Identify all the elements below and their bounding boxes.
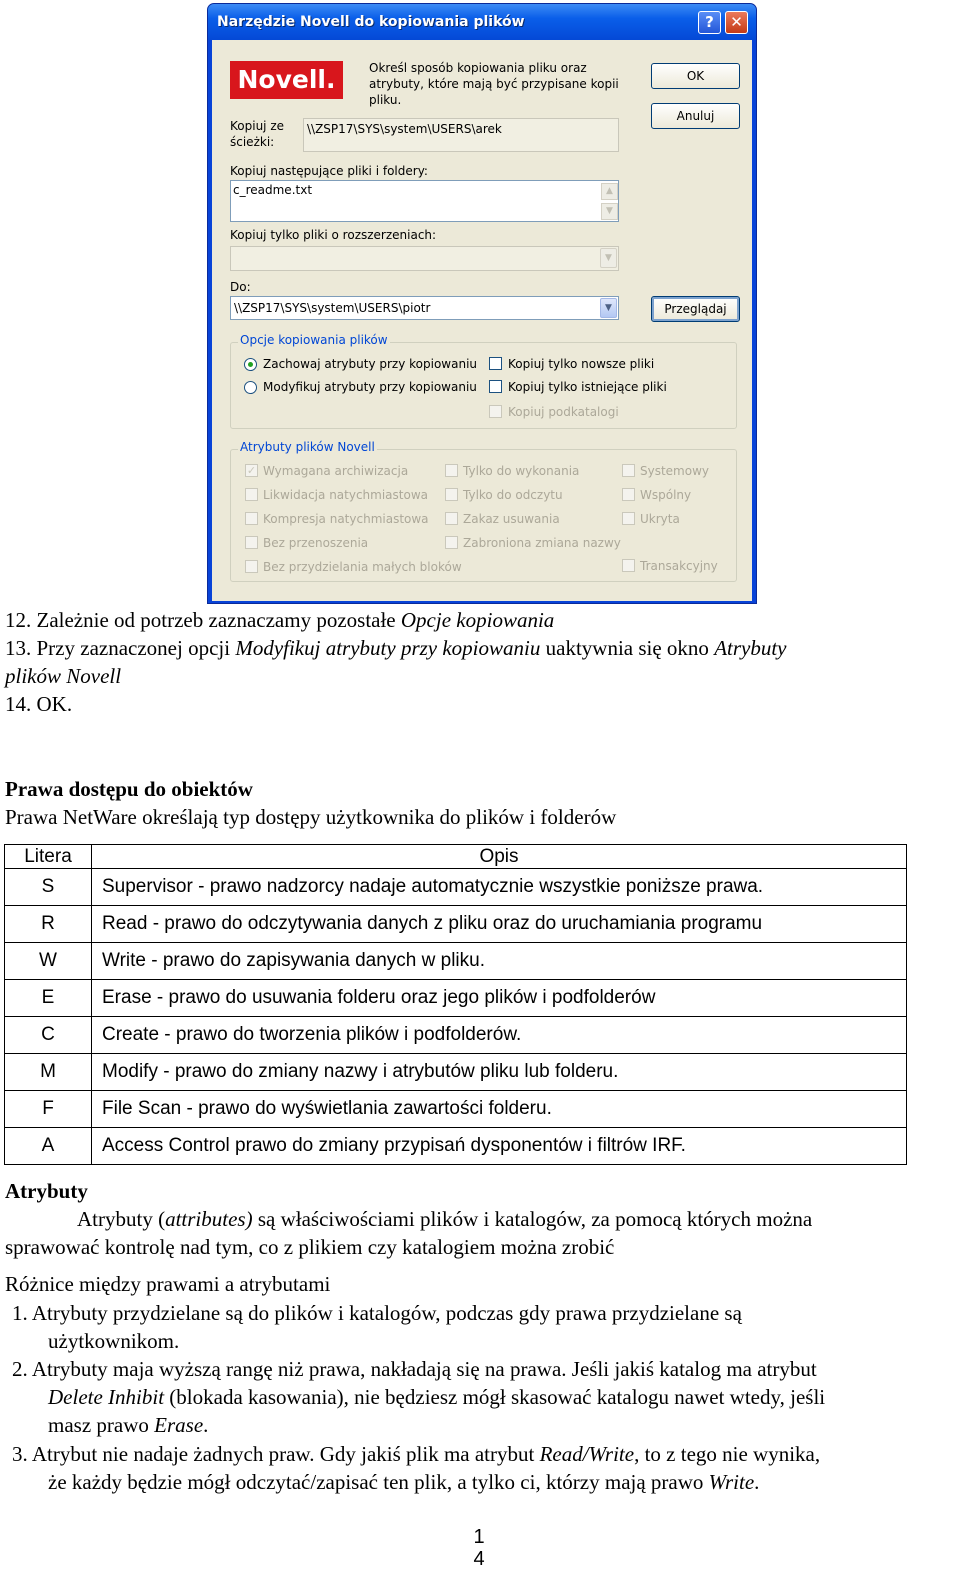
modify-attributes-label[interactable]: Modyfikuj atrybuty przy kopiowaniu (263, 380, 477, 394)
only-existing-label[interactable]: Kopiuj tylko istniejące pliki (508, 380, 667, 394)
step-12-italic: Opcje kopiowania (400, 608, 555, 632)
destination-label: Do: (230, 280, 251, 294)
dialog-body (212, 40, 752, 601)
table-row (5, 980, 907, 1017)
archive-needed-checkbox: ✓ (246, 464, 257, 477)
right-letter: R (5, 906, 92, 943)
attributes-para-line-1 (77, 1205, 812, 1233)
archive-needed-label: Wymagana archiwizacja (263, 464, 409, 478)
immediate-compress-checkbox (245, 512, 258, 525)
right-letter: W (5, 943, 92, 980)
right-letter: E (5, 980, 92, 1017)
system-checkbox (622, 464, 635, 477)
diff-3-l2-a: że każdy będzie mógł odczytać/zapisać ten plik, a tylko ci, którzy mają prawo (48, 1470, 709, 1494)
diff-2-l3-b: . (203, 1413, 209, 1437)
copy-options-legend: Opcje kopiowania plików (240, 333, 388, 347)
rights-intro: Prawa NetWare określają typ dostępy użytkownika do plików i folderów (5, 805, 617, 829)
no-migrate-checkbox (245, 536, 258, 549)
step-13-mid: uaktywnia się okno (540, 636, 715, 660)
diff-3-l2-italic: Write (708, 1470, 755, 1494)
transactional-checkbox (622, 559, 635, 572)
read-only-checkbox (445, 488, 458, 501)
scroll-up-icon[interactable]: ▲ (601, 183, 618, 200)
table-row (5, 1017, 907, 1054)
rename-inhibit-label: Zabroniona zmiana nazwy (463, 536, 621, 550)
subdirs-label: Kopiuj podkatalogi (508, 405, 619, 419)
scroll-down-icon[interactable]: ▼ (601, 203, 618, 220)
diff-item-2-line-3 (48, 1411, 208, 1439)
dialog-description-line-3: pliku. (369, 93, 402, 107)
hidden-checkbox (622, 512, 635, 525)
dialog-title: Narzędzie Novell do kopiowania plików (217, 14, 525, 30)
table-row (5, 906, 907, 943)
diff-2-l3-italic: Erase (154, 1413, 204, 1437)
diff-3-italic: Read/Write (539, 1442, 635, 1466)
col-desc-header: Opis (92, 845, 907, 869)
right-desc: Read - prawo do odczytywania danych z pliku oraz do uruchamiania programu (92, 906, 907, 943)
right-letter: C (5, 1017, 92, 1054)
table-header-row (5, 845, 907, 869)
attributes-para-line-2: sprawować kontrolę nad tym, co z plikiem czy katalogiem można zrobić (5, 1235, 615, 1259)
diff-3-b: , to z tego nie wynika, (634, 1442, 821, 1466)
immediate-compress-label: Kompresja natychmiastowa (263, 512, 429, 526)
differences-heading: Różnice między prawami a atrybutami (5, 1272, 331, 1296)
subdirs-checkbox (489, 405, 502, 418)
shareable-label: Wspólny (640, 488, 692, 502)
purge-immediate-label: Likwidacja natychmiastowa (263, 488, 428, 502)
diff-item-1-line-2: użytkownikom. (48, 1329, 180, 1353)
dialog-description-line-2: atrybuty, które mają być przypisane kopii (369, 77, 619, 91)
modify-attributes-radio[interactable] (244, 381, 257, 394)
no-suballoc-label: Bez przydzielania małych bloków (263, 560, 462, 574)
right-desc: Access Control prawo do zmiany przypisań dysponentów i filtrów IRF. (92, 1128, 907, 1165)
browse-button[interactable]: Przeglądaj (651, 296, 740, 322)
keep-attributes-label[interactable]: Zachowaj atrybuty przy kopiowaniu (263, 357, 478, 371)
right-desc: Supervisor - prawo nadzorcy nadaje automatycznie wszystkie poniższe prawa. (92, 869, 907, 906)
novell-attributes-legend: Atrybuty plików Novell (240, 440, 375, 454)
dialog-description-line-1: Określ sposób kopiowania pliku oraz (369, 61, 587, 75)
hidden-label: Ukryta (640, 512, 680, 526)
ok-button[interactable]: OK (651, 63, 740, 89)
transactional-label: Transakcyjny (640, 559, 718, 573)
copy-files-list[interactable] (230, 180, 619, 222)
no-suballoc-checkbox (245, 560, 258, 573)
only-newer-label[interactable]: Kopiuj tylko nowsze pliki (508, 357, 655, 371)
attr-p1-b: są właściwościami plików i katalogów, za pomocą których można (252, 1207, 813, 1231)
copy-from-label-line-1: Kopiuj ze (230, 119, 284, 133)
destination-value: \\ZSP17\SYS\system\USERS\piotr (234, 301, 431, 315)
table-row (5, 1091, 907, 1128)
page-number-line-2: 4 (473, 1548, 485, 1570)
dialog-titlebar[interactable] (208, 4, 756, 40)
right-desc: File Scan - prawo do wyświetlania zawartości folderu. (92, 1091, 907, 1128)
step-13-cont (5, 662, 121, 690)
step-12-text: 12. Zależnie od potrzeb zaznaczamy pozostałe (5, 608, 401, 632)
step-14: 14. OK. (5, 692, 73, 716)
extensions-combo (230, 246, 619, 271)
step-13-italic-2: Atrybuty (714, 636, 787, 660)
right-letter: A (5, 1128, 92, 1165)
right-desc: Write - prawo do zapisywania danych w pliku. (92, 943, 907, 980)
attr-p1-italic: attributes) (165, 1207, 253, 1231)
delete-inhibit-label: Zakaz usuwania (463, 512, 560, 526)
right-letter: F (5, 1091, 92, 1128)
purge-immediate-checkbox (245, 488, 258, 501)
right-desc: Modify - prawo do zmiany nazwy i atrybutów pliku lub folderu. (92, 1054, 907, 1091)
read-only-label: Tylko do odczytu (463, 488, 563, 502)
right-desc: Create - prawo do tworzenia plików i podfolderów. (92, 1017, 907, 1054)
rights-table (4, 844, 907, 1165)
destination-combo[interactable] (230, 296, 619, 320)
diff-item-2-line-1: 2. Atrybuty maja wyższą rangę niż prawa, nakładają się na prawa. Jeśli jakiś katalog ma atrybut (12, 1357, 817, 1381)
right-letter: S (5, 869, 92, 906)
novell-logo: Novell. (230, 61, 343, 99)
table-row (5, 1128, 907, 1165)
step-13-italic-1: Modyfikuj atrybuty przy kopiowaniu (235, 636, 541, 660)
chevron-down-icon: ▼ (600, 248, 617, 268)
chevron-down-icon[interactable]: ▼ (600, 298, 617, 318)
right-letter: M (5, 1054, 92, 1091)
cancel-button[interactable]: Anuluj (651, 103, 740, 129)
table-row (5, 1054, 907, 1091)
page-number-line-1: 1 (473, 1526, 485, 1548)
attr-p1-a: Atrybuty ( (77, 1207, 166, 1231)
rights-heading: Prawa dostępu do obiektów (5, 777, 253, 801)
step-13-italic-3: plików Novell (5, 664, 122, 688)
copy-from-field: \\ZSP17\SYS\system\USERS\arek (303, 118, 619, 152)
diff-3-a: 3. Atrybut nie nadaje żadnych praw. Gdy jakiś plik ma atrybut (12, 1442, 540, 1466)
help-button[interactable]: ? (698, 11, 721, 34)
copy-from-label-line-2: ścieżki: (230, 135, 275, 149)
attributes-heading: Atrybuty (5, 1179, 88, 1203)
extensions-label: Kopiuj tylko pliki o rozszerzeniach: (230, 228, 437, 242)
col-letter-header: Litera (5, 845, 92, 869)
right-desc: Erase - prawo do usuwania folderu oraz jego plików i podfolderów (92, 980, 907, 1017)
step-12 (5, 606, 554, 634)
keep-attributes-radio[interactable] (244, 358, 257, 371)
copy-files-value: c_readme.txt (233, 183, 313, 197)
delete-inhibit-checkbox (445, 512, 458, 525)
rename-inhibit-checkbox (445, 536, 458, 549)
table-row (5, 869, 907, 906)
diff-item-1-line-1: 1. Atrybuty przydzielane są do plików i katalogów, podczas gdy prawa przydzielane są (12, 1301, 742, 1325)
only-newer-checkbox[interactable] (489, 357, 502, 370)
only-existing-checkbox[interactable] (489, 380, 502, 393)
diff-item-3-line-2 (48, 1468, 759, 1496)
diff-2-rest: (blokada kasowania), nie będziesz mógł skasować katalogu nawet wtedy, jeśli (164, 1385, 826, 1409)
copy-files-label: Kopiuj następujące pliki i foldery: (230, 164, 428, 178)
diff-item-2-line-2 (48, 1383, 825, 1411)
step-13 (5, 634, 787, 662)
execute-only-checkbox (445, 464, 458, 477)
execute-only-label: Tylko do wykonania (463, 464, 580, 478)
system-label: Systemowy (640, 464, 710, 478)
copy-tool-dialog (207, 3, 757, 604)
diff-3-l2-b: . (754, 1470, 760, 1494)
diff-item-3-line-1 (12, 1440, 820, 1468)
diff-2-italic: Delete Inhibit (48, 1385, 165, 1409)
table-row (5, 943, 907, 980)
diff-2-l3-a: masz prawo (48, 1413, 155, 1437)
close-button[interactable]: ✕ (725, 11, 748, 34)
shareable-checkbox (622, 488, 635, 501)
no-migrate-label: Bez przenoszenia (263, 536, 369, 550)
step-13-text: 13. Przy zaznaczonej opcji (5, 636, 236, 660)
